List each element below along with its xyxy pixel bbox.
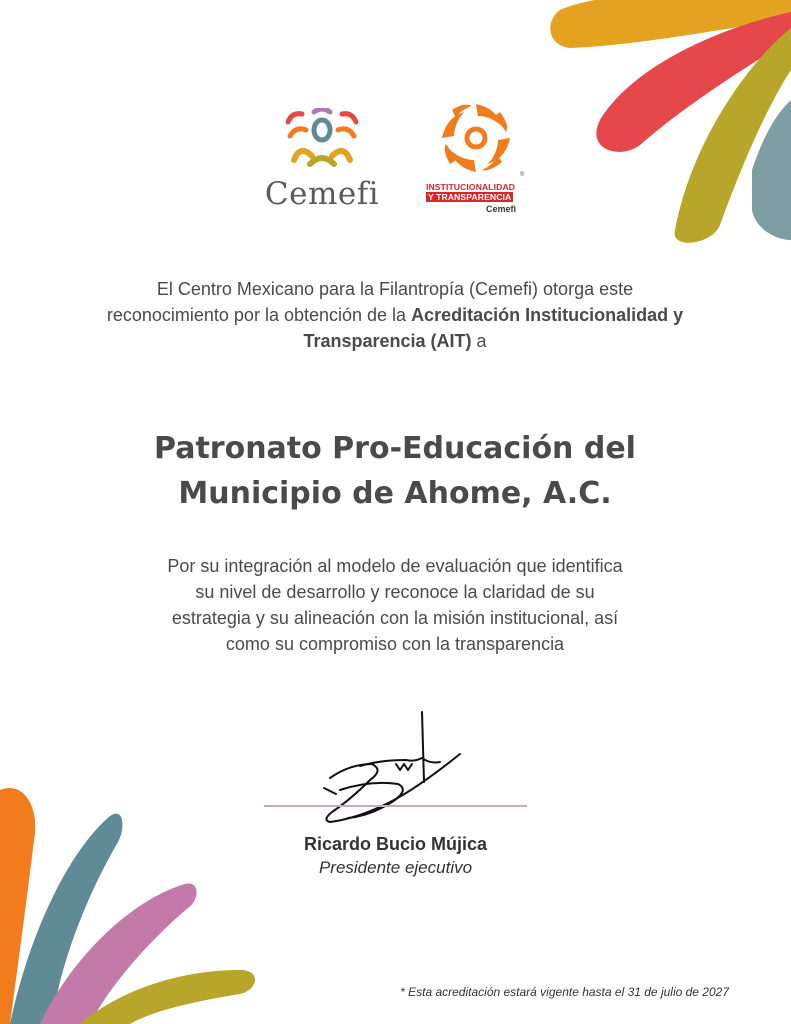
description-line-1: Por su integración al modelo de evaluación que identifica	[167, 556, 623, 576]
recipient-line-1: Patronato Pro-Educación del	[154, 431, 636, 466]
decorative-petals-bottom-left	[0, 780, 260, 1024]
cemefi-emblem-icon	[284, 108, 360, 170]
description-line-3: estrategia y su alineación con la misión institucional, así	[171, 608, 619, 628]
intro-accreditation-name: Acreditación Institucionalidad y Transparencia (AIT)	[303, 305, 684, 351]
description-line-2: su nivel de desarrollo y reconoce la claridad de su	[195, 582, 595, 602]
registered-mark: ®	[520, 172, 525, 178]
ait-line-3: Cemefi	[486, 204, 517, 214]
recipient-line-2: Municipio de Ahome, A.C.	[178, 476, 612, 511]
ait-line-2: Y TRANSPARENCIA	[428, 192, 512, 202]
validity-footnote: * Esta acreditación estará vigente hasta el 31 de julio de 2027	[400, 985, 729, 999]
cemefi-wordmark: Cemefi	[264, 176, 380, 212]
recipient-name	[95, 426, 695, 516]
swirl-sun-icon	[438, 100, 514, 176]
intro-paragraph	[95, 276, 695, 354]
decorative-petals-top-right	[540, 0, 791, 250]
signature-line	[264, 805, 527, 807]
cemefi-logo	[262, 108, 382, 212]
description-paragraph	[95, 553, 695, 657]
handwritten-signature	[310, 708, 480, 828]
ait-logo	[424, 100, 528, 220]
description-line-4: como su compromiso con la transparencia	[225, 634, 565, 654]
signatory-title: Presidente ejecutivo	[318, 858, 473, 877]
ait-line-1: INSTITUCIONALIDAD	[426, 182, 516, 192]
signatory-name: Ricardo Bucio Mújica	[303, 834, 488, 854]
intro-text-1: El Centro Mexicano para la Filantropía (Cemefi) otorga este reconocimiento por la obtención de la	[106, 279, 634, 325]
intro-text-2: a	[471, 331, 487, 351]
